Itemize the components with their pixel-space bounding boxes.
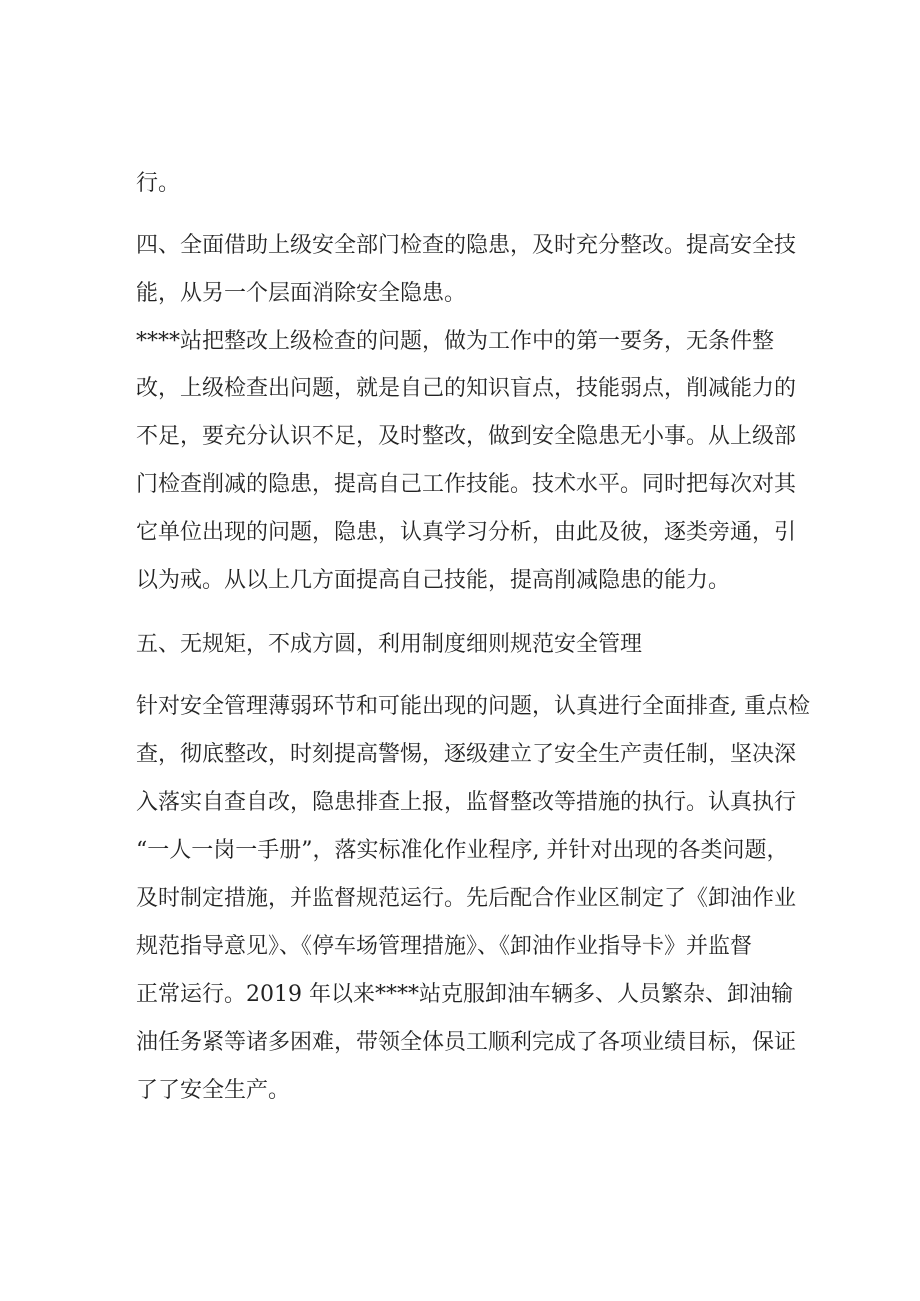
heading-section-four-cont: 能，从另一个层面消除安全隐患。 bbox=[136, 281, 467, 306]
text-line: 行。 bbox=[136, 171, 181, 196]
text-line: 及时制定措施，并监督规范运行。先后配合作业区制定了《卸油作业 bbox=[136, 886, 797, 911]
text-line: 了了安全生产。 bbox=[136, 1078, 291, 1103]
text-line: 改，上级检查出问题，就是自己的知识盲点，技能弱点，削减能力的 bbox=[136, 376, 797, 401]
text-line: 查，彻底整改，时刻提高警惕，逐级建立了安全生产责任制，坚决深 bbox=[136, 742, 797, 767]
heading-section-five: 五、无规矩，不成方圆，利用制度细则规范安全管理 bbox=[136, 632, 643, 657]
text-line: 不足，要充分认识不足，及时整改，做到安全隐患无小事。从上级部 bbox=[136, 424, 797, 449]
text-line: 门检查削减的隐患，提高自己工作技能。技术水平。同时把每次对其 bbox=[136, 472, 797, 497]
text-line: 规范指导意见》、《停车场管理措施》、《卸油作业指导卡》并监督 bbox=[136, 934, 753, 959]
text-line: 它单位出现的问题，隐患，认真学习分析，由此及彼，逐类旁通，引 bbox=[136, 520, 797, 545]
text-line: 正常运行。2019 年以来****站克服卸油车辆多、人员繁杂、卸油输 bbox=[136, 982, 793, 1007]
text-line: 入落实自查自改，隐患排查上报，监督整改等措施的执行。认真执行 bbox=[136, 790, 797, 815]
text-line: 以为戒。从以上几方面提高自己技能，提高削减隐患的能力。 bbox=[136, 568, 731, 593]
heading-section-four: 四、全面借助上级安全部门检查的隐患，及时充分整改。提高安全技 bbox=[136, 233, 797, 258]
text-line: 针对安全管理薄弱环节和可能出现的问题，认真进行全面排查, 重点检 bbox=[136, 694, 810, 719]
text-line: 油任务紧等诸多困难，带领全体员工顺利完成了各项业绩目标，保证 bbox=[136, 1030, 797, 1055]
text-line: ****站把整改上级检查的问题，做为工作中的第一要务，无条件整 bbox=[136, 329, 775, 354]
text-line: “一人一岗一手册”，落实标准化作业程序, 并针对出现的各类问题， bbox=[136, 838, 789, 863]
